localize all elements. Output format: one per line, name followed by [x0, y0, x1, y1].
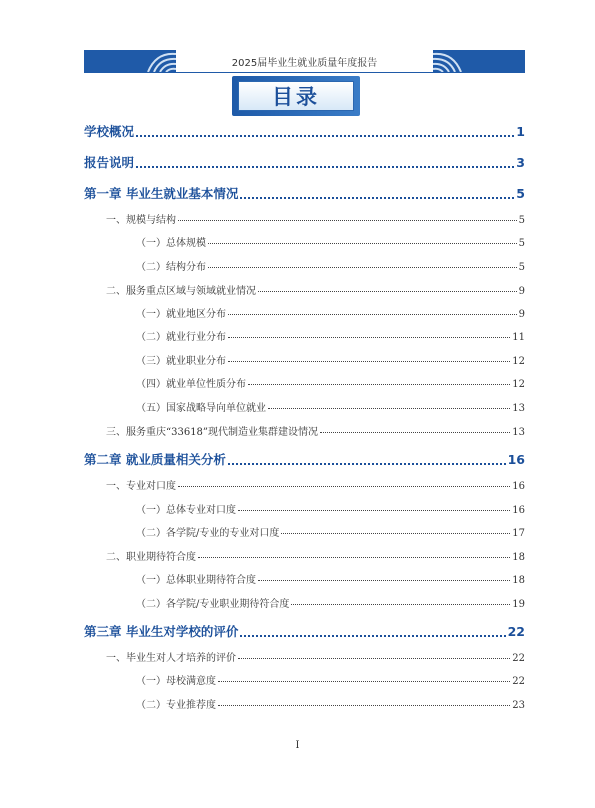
toc-entry[interactable] [106, 649, 525, 663]
toc-dot-leader [228, 360, 510, 362]
toc-dot-leader [228, 336, 510, 338]
toc-entry-label: （二）各学院/专业职业期待符合度 [136, 599, 290, 609]
toc-entry-page: 16 [512, 505, 525, 515]
toc-entry[interactable] [106, 477, 525, 491]
toc-dot-leader [291, 603, 510, 605]
toc-entry-page: 13 [512, 427, 525, 437]
toc-entry-label: 二、职业期待符合度 [106, 552, 196, 562]
toc-entry[interactable] [84, 622, 525, 640]
toc-dot-leader [238, 657, 510, 659]
toc-entry-page: 9 [518, 309, 525, 319]
toc-entry-page: 23 [512, 700, 525, 710]
toc-entry-page: 5 [518, 238, 525, 248]
toc-entry-page: 22 [512, 653, 525, 663]
toc-dot-leader [258, 579, 510, 581]
toc-entry-label: （二）各学院/专业的专业对口度 [136, 528, 280, 538]
toc-entry[interactable] [84, 122, 525, 140]
header-right-pattern [433, 50, 463, 72]
toc-entry-label: 一、专业对口度 [106, 481, 176, 491]
toc-dot-leader [238, 509, 510, 511]
toc-entry[interactable] [136, 328, 525, 342]
toc-entry-page: 18 [512, 575, 525, 585]
toc-entry[interactable] [136, 375, 525, 389]
toc-entry-page: 22 [507, 624, 525, 639]
toc-entry-page: 16 [507, 452, 525, 467]
toc-entry[interactable] [106, 423, 525, 437]
toc-entry-page: 3 [516, 155, 525, 170]
toc-entry-label: 一、毕业生对人才培养的评价 [106, 653, 236, 663]
toc-entry-label: 第二章 就业质量相关分析 [84, 452, 226, 467]
toc-heading-badge [232, 76, 360, 116]
toc-entry-page: 18 [512, 552, 525, 562]
toc-dot-leader [136, 165, 514, 168]
toc-entry-label: 报告说明 [84, 155, 135, 170]
toc-dot-leader [281, 532, 510, 534]
toc-dot-leader [228, 313, 517, 315]
toc-dot-leader [208, 266, 517, 268]
header-rule [84, 72, 525, 73]
running-header-title: 2025届毕业生就业质量年度报告 [231, 58, 378, 69]
toc-entry[interactable] [136, 595, 525, 609]
toc-entry-page: 9 [518, 286, 525, 296]
toc-entry-page: 5 [518, 262, 525, 272]
header-right-band [433, 50, 525, 72]
toc-entry[interactable] [106, 211, 525, 225]
toc-entry[interactable] [136, 501, 525, 515]
toc-entry-page: 13 [512, 403, 525, 413]
toc-entry[interactable] [136, 258, 525, 272]
toc-entry-page: 5 [518, 215, 525, 225]
toc-entry-label: （一）总体规模 [136, 238, 206, 248]
toc-entry-page: 11 [512, 332, 525, 342]
toc-entry-page: 5 [516, 186, 525, 201]
toc-entry-label: （一）总体专业对口度 [136, 505, 236, 515]
toc-entry-label: （三）就业职业分布 [136, 356, 226, 366]
toc-entry-label: 一、规模与结构 [106, 215, 176, 225]
toc-entry-page: 1 [516, 124, 525, 139]
toc-entry-page: 12 [512, 356, 525, 366]
toc-entry[interactable] [84, 184, 525, 202]
toc-dot-leader [248, 383, 510, 385]
toc-entry-page: 19 [512, 599, 525, 609]
header-left-band [84, 50, 176, 72]
toc-entry-label: （二）结构分布 [136, 262, 206, 272]
toc-entry[interactable] [136, 305, 525, 319]
toc-entry[interactable] [84, 450, 525, 468]
toc-entry-page: 22 [512, 676, 525, 686]
header-left-pattern [146, 50, 176, 72]
toc-dot-leader [258, 290, 517, 292]
toc-dot-leader [198, 556, 510, 558]
toc-entry-label: （二）专业推荐度 [136, 700, 216, 710]
toc-entry[interactable] [84, 153, 525, 171]
toc-entry-label: 二、服务重点区域与领域就业情况 [106, 286, 256, 296]
toc-dot-leader [218, 704, 510, 706]
toc-entry-page: 16 [512, 481, 525, 491]
toc-entry[interactable] [106, 548, 525, 562]
toc-dot-leader [228, 462, 506, 465]
toc-dot-leader [320, 431, 510, 433]
toc-entry[interactable] [136, 696, 525, 710]
toc-entry-label: 三、服务重庆“33618”现代制造业集群建设情况 [106, 427, 319, 437]
toc-dot-leader [268, 407, 510, 409]
toc-entry[interactable] [136, 672, 525, 686]
toc-entry-page: 17 [512, 528, 525, 538]
toc-entry[interactable] [136, 571, 525, 585]
toc-dot-leader [218, 680, 510, 682]
toc-entry-page: 12 [512, 379, 525, 389]
toc-entry-label: （四）就业单位性质分布 [136, 379, 246, 389]
toc-entry-label: （一）母校满意度 [136, 676, 216, 686]
toc-entry[interactable] [136, 524, 525, 538]
toc-dot-leader [136, 134, 514, 137]
toc-entry[interactable] [136, 352, 525, 366]
toc-entry[interactable] [136, 234, 525, 248]
toc-entry-label: 学校概况 [84, 124, 135, 139]
toc-entry-label: （二）就业行业分布 [136, 332, 226, 342]
toc-entry-label: （一）总体职业期待符合度 [136, 575, 256, 585]
toc-entry-label: （五）国家战略导向单位就业 [136, 403, 266, 413]
toc-dot-leader [208, 242, 517, 244]
toc-entry-label: 第三章 毕业生对学校的评价 [84, 624, 239, 639]
toc-heading: 目录 [238, 81, 354, 111]
toc-dot-leader [178, 485, 510, 487]
toc-dot-leader [240, 196, 514, 199]
toc-dot-leader [240, 634, 505, 637]
toc-entry-label: 第一章 毕业生就业基本情况 [84, 186, 239, 201]
toc-entry[interactable] [106, 282, 525, 296]
toc-entry[interactable] [136, 399, 525, 413]
toc-dot-leader [178, 219, 517, 221]
toc-entry-label: （一）就业地区分布 [136, 309, 226, 319]
page-number: I [295, 740, 300, 751]
